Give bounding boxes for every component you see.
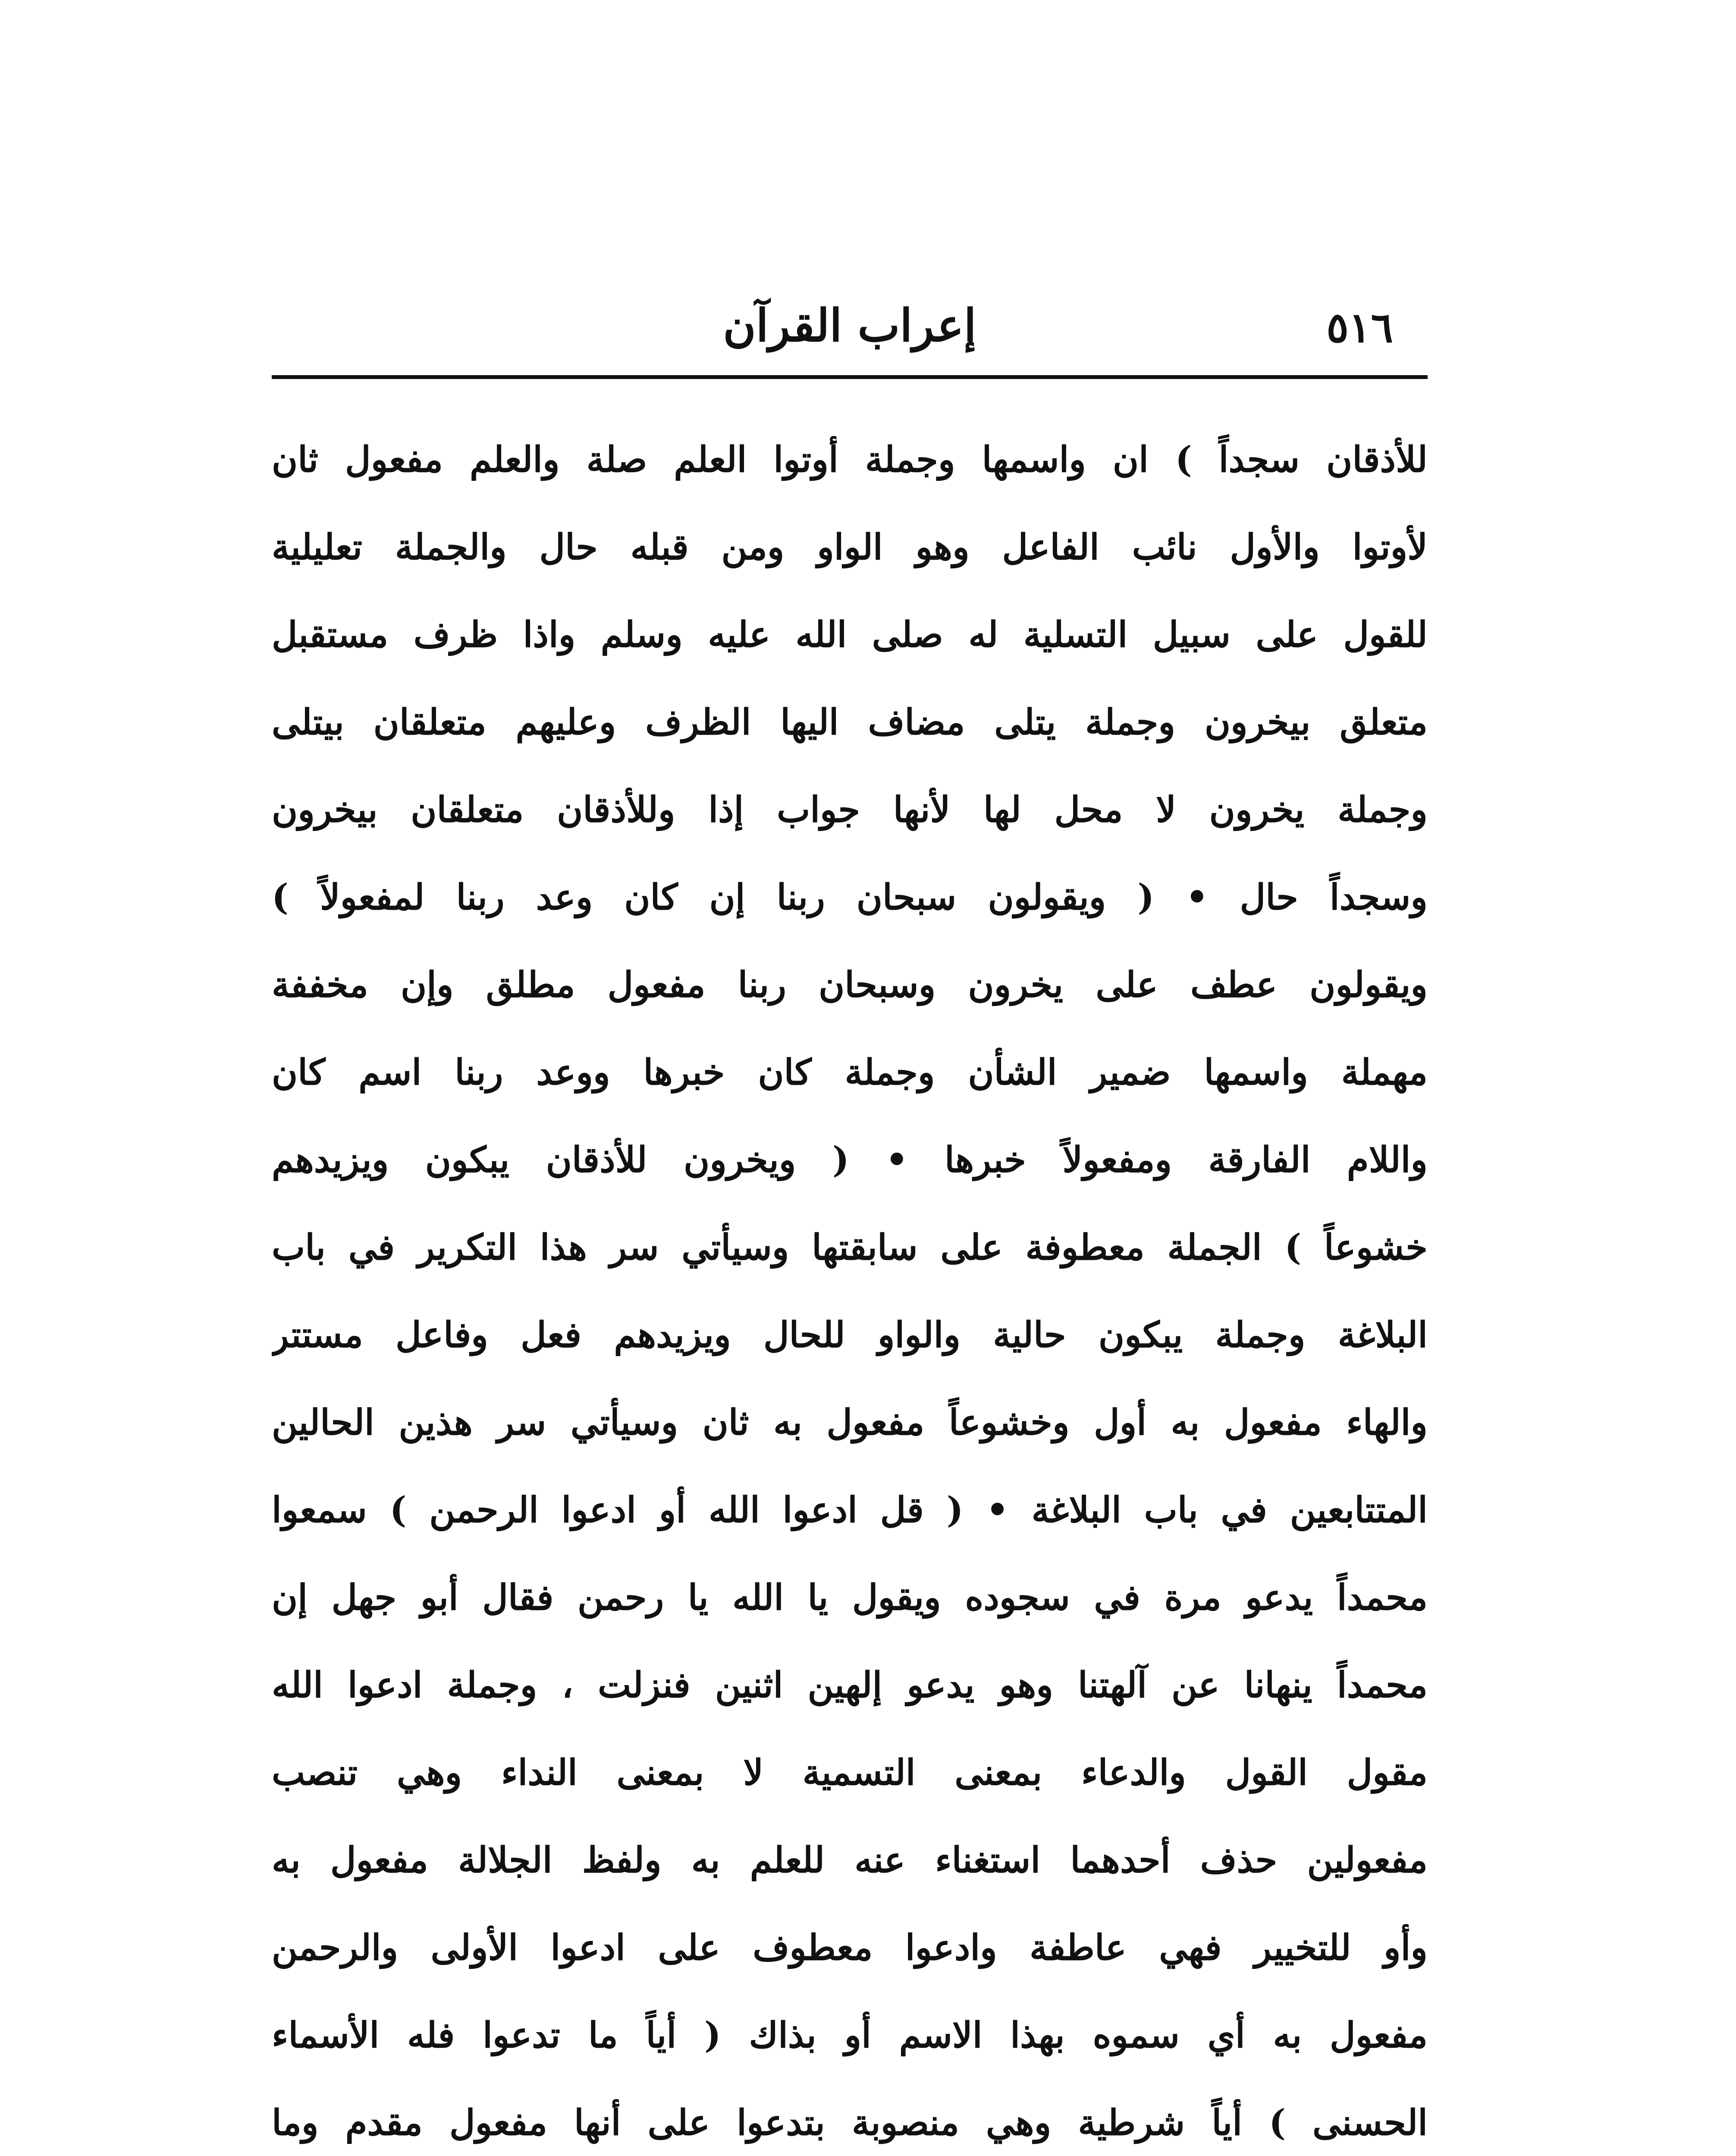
text-line: وجملة يخرون لا محل لها لأنها جواب إذا وللأذقان متعلقان بيخرون	[272, 789, 1428, 830]
text-line: ويقولون عطف على يخرون وسبحان ربنا مفعول مطلق وإن مخففة	[272, 964, 1428, 1006]
book-title: إعراب القرآن	[723, 299, 976, 352]
text-line: لأوتوا والأول نائب الفاعل وهو الواو ومن قبله حال والجملة تعليلية	[272, 526, 1428, 568]
page-number: ٥١٦	[1326, 303, 1393, 352]
text-line: مهملة واسمها ضمير الشأن وجملة كان خبرها ووعد ربنا اسم كان	[272, 1052, 1428, 1093]
text-line: واللام الفارقة ومفعولاً خبرها • ( ويخرون للأذقان يبكون ويزيدهم	[272, 1139, 1428, 1181]
text-line: متعلق بيخرون وجملة يتلى مضاف اليها الظرف وعليهم متعلقان بيتلى	[272, 702, 1428, 743]
text-line: مفعول به أي سموه بهذا الاسم أو بذاك ( أياً ما تدعوا فله الأسماء	[272, 2015, 1428, 2056]
text-line: خشوعاً ) الجملة معطوفة على سابقتها وسيأتي سر هذا التكرير في باب	[272, 1227, 1428, 1268]
text-line: وسجداً حال • ( ويقولون سبحان ربنا إن كان وعد ربنا لمفعولاً )	[272, 877, 1428, 918]
text-line: المتتابعين في باب البلاغة • ( قل ادعوا الله أو ادعوا الرحمن ) سمعوا	[272, 1489, 1428, 1531]
text-line: محمداً ينهانا عن آلهتنا وهو يدعو إلهين اثنين فنزلت ، وجملة ادعوا الله	[272, 1664, 1428, 1706]
text-line: للأذقان سجداً ) ان واسمها وجملة أوتوا العلم صلة والعلم مفعول ثان	[272, 439, 1428, 480]
text-line: البلاغة وجملة يبكون حالية والواو للحال ويزيدهم فعل وفاعل مستتر	[272, 1314, 1428, 1356]
header-divider	[272, 375, 1428, 379]
text-line: محمداً يدعو مرة في سجوده ويقول يا الله يا رحمن فقال أبو جهل إن	[272, 1577, 1428, 1618]
text-line: الحسنى ) أياً شرطية وهي منصوبة بتدعوا على أنها مفعول مقدم وما	[272, 2102, 1428, 2143]
body-text	[272, 416, 1428, 2156]
running-header	[272, 280, 1428, 375]
text-line: مفعولين حذف أحدهما استغناء عنه للعلم به ولفظ الجلالة مفعول به	[272, 1839, 1428, 1881]
text-line: وأو للتخيير فهي عاطفة وادعوا معطوف على ادعوا الأولى والرحمن	[272, 1927, 1428, 1968]
text-line: مقول القول والدعاء بمعنى التسمية لا بمعنى النداء وهي تنصب	[272, 1752, 1428, 1793]
text-line: للقول على سبيل التسلية له صلى الله عليه وسلم واذا ظرف مستقبل	[272, 614, 1428, 655]
text-line: والهاء مفعول به أول وخشوعاً مفعول به ثان وسيأتي سر هذين الحالين	[272, 1402, 1428, 1443]
